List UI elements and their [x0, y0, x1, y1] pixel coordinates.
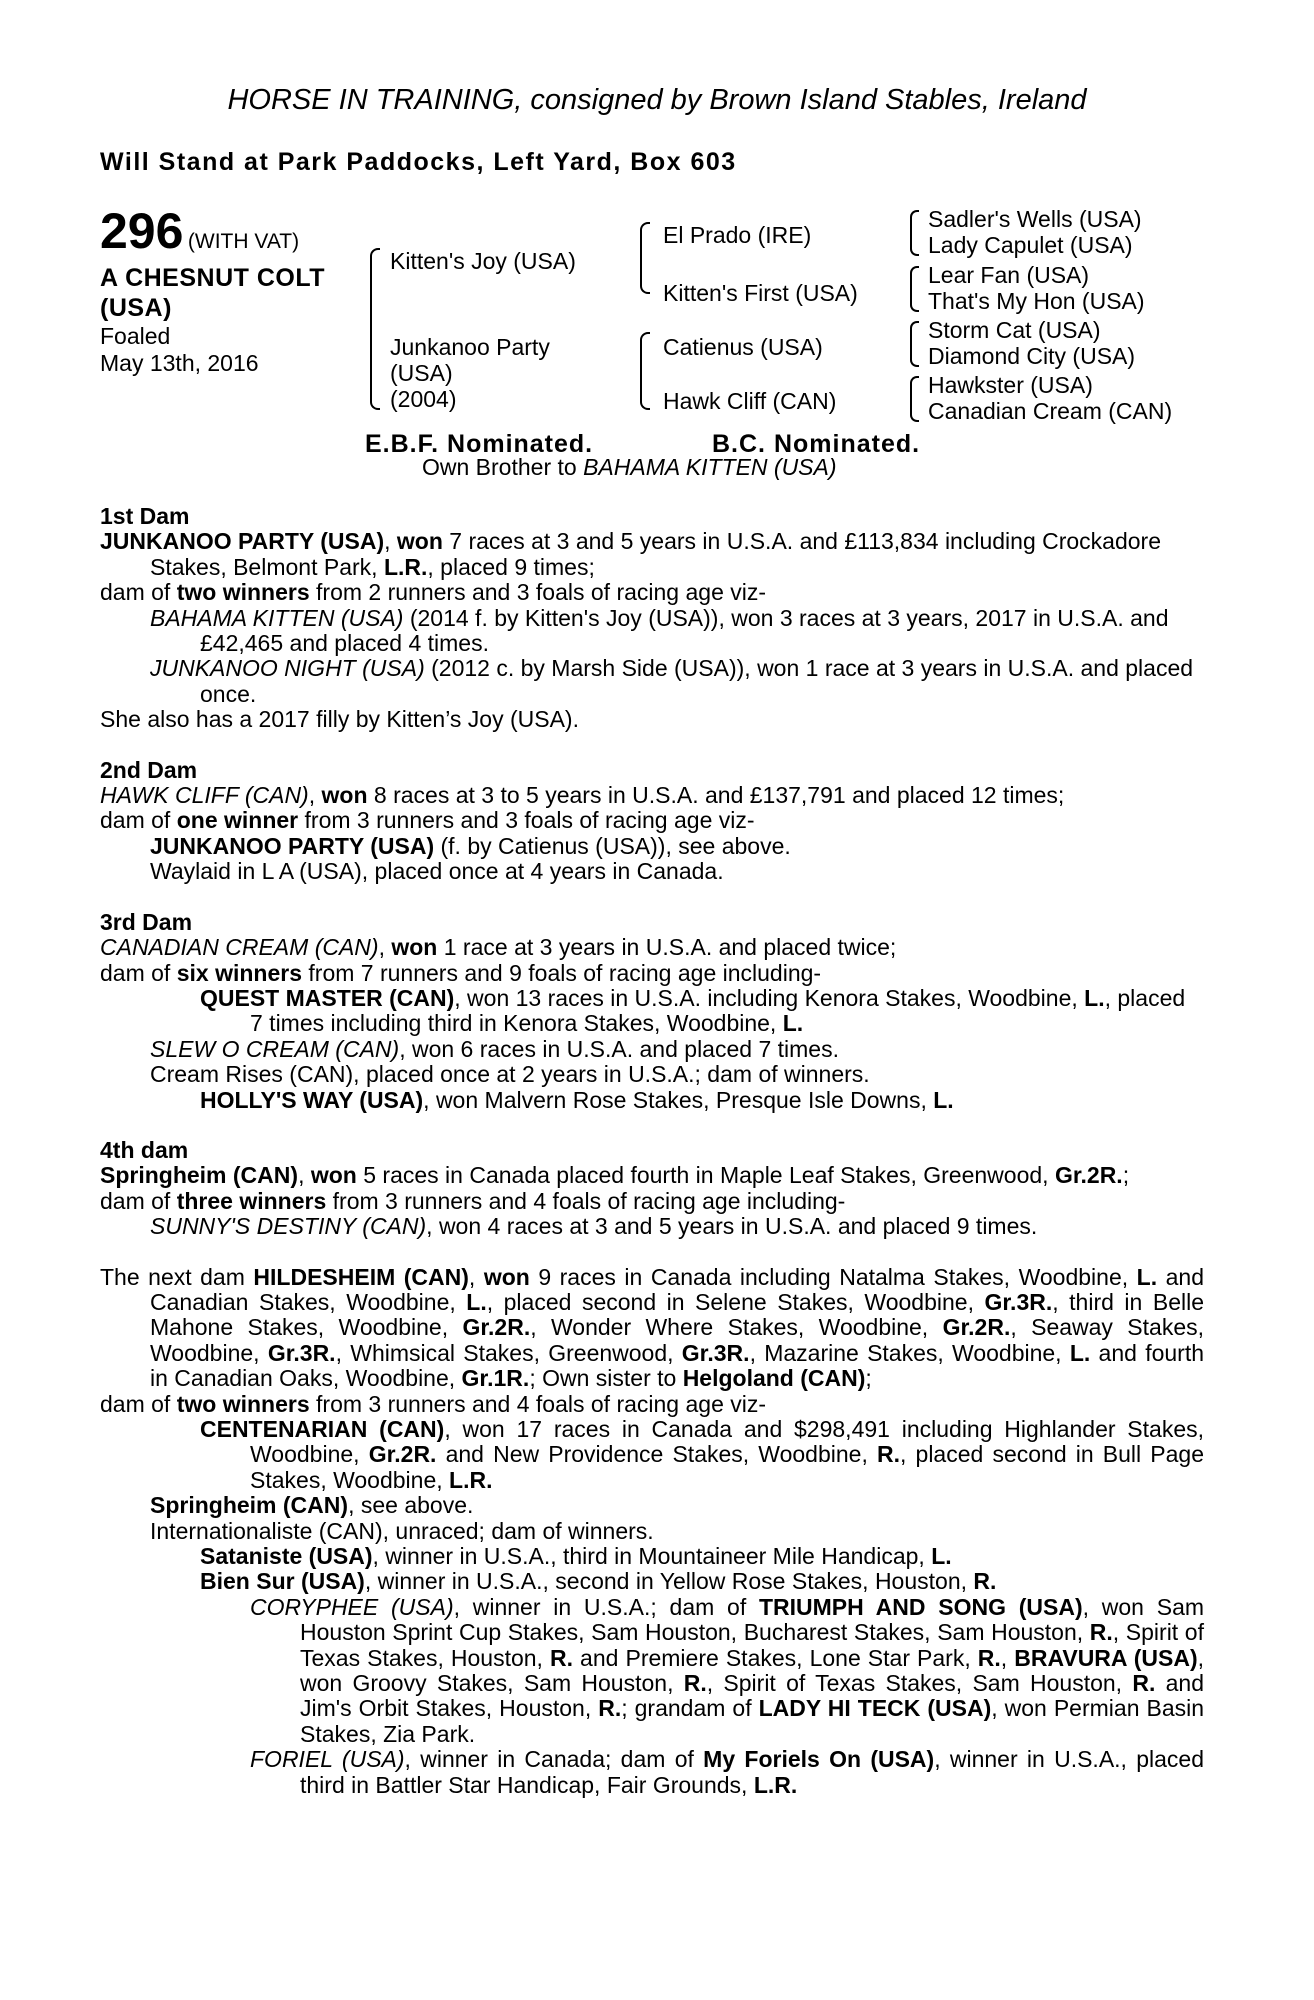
ebf-nomination: E.B.F. Nominated. [365, 430, 594, 458]
lot-vat: (WITH VAT) [187, 230, 300, 253]
pedigree-sire-dam: Kitten's First (USA) [663, 280, 858, 306]
pedigree-dsd: Diamond City (USA) [928, 343, 1136, 369]
horse-name: Bien Sur (USA) [200, 1568, 365, 1595]
record-text: , placed second in Selene Stakes, Woodbine, [486, 1288, 985, 1315]
race-grade: R. [683, 1670, 707, 1697]
record-text: , [1000, 1644, 1015, 1671]
race-grade: L. [1136, 1263, 1158, 1290]
pedigree-dss: Storm Cat (USA) [928, 317, 1101, 343]
race-grade: L. [933, 1086, 954, 1113]
record-text: , won Groovy Stakes, Sam Houston, [300, 1644, 1204, 1697]
pedigree-sire: Kitten's Joy (USA) [390, 248, 576, 274]
horse-name: HILDESHEIM (CAN) [253, 1263, 469, 1290]
dam2-heading: 2nd Dam [100, 756, 198, 783]
record-text: , Whimsical Stakes, Greenwood, [335, 1339, 682, 1366]
won-label: won [396, 528, 443, 555]
record-text: , winner in Canada; dam of [404, 1746, 704, 1773]
record-text: , Mazarine Stakes, Woodbine, [749, 1339, 1070, 1366]
horse-name: LADY HI TECK (USA) [758, 1695, 992, 1722]
grandprogeny-coryphee [100, 1595, 1204, 1747]
won-label: won [391, 934, 438, 961]
record-text: dam of [100, 1187, 177, 1214]
foaled-value: May 13th, 2016 [100, 350, 259, 376]
nextdam-record: The next dam HILDESHEIM (CAN), won 9 races in Canada including Natalma Stakes, Woodbine, L. and Canadian Stakes, Woodbine, L., placed second in Selene Stakes, Woodbine, Gr.3R., third in Belle Mahone Stakes, Woodbine, Gr.2R., Wonder Where Stakes, Woodbine, Gr.2R., Seaway Stakes, Woodbine, Gr.3R., Whimsical Stakes, Greenwood, Gr.3R., Mazarine Stakes, Woodbine, L. and fourth in Canadian Oaks, Woodbine, Gr.1R.; Own sister to Helgoland (CAN); [100, 1263, 1205, 1392]
record-text: dam of [100, 959, 177, 986]
dam4-produce-summary [100, 1189, 1204, 1214]
pedigree-dam-line: (2004) [390, 386, 457, 412]
dam1-progeny-2 [100, 656, 1204, 707]
dam1-also: She also has a 2017 filly by Kitten’s Joy (USA). [100, 706, 579, 733]
race-grade: R. [598, 1695, 622, 1722]
record-text: ; Own sister to [529, 1365, 683, 1392]
nextdam-produce-summary [100, 1392, 1204, 1417]
lot-desc-line: (USA) [100, 294, 172, 322]
dam2-progeny-1 [100, 834, 1204, 859]
winners-count: six winners [176, 959, 302, 986]
lot-number: 296 [100, 203, 184, 259]
pedigree-brace-g1 [910, 210, 919, 256]
race-grade: Gr.3R. [681, 1339, 750, 1366]
winners-count: two winners [176, 1390, 310, 1417]
horse-name: CORYPHEE (USA) [250, 1593, 454, 1620]
dam3-progeny-3: Cream Rises (CAN), placed once at 2 years in U.S.A.; dam of winners. [150, 1061, 870, 1088]
horse-name: Helgoland (CAN) [682, 1365, 866, 1392]
race-grade: Gr.2R. [462, 1314, 531, 1341]
record-text: 8 races at 3 to 5 years in U.S.A. and £137,791 and placed 12 times; [367, 782, 1065, 809]
record-text: , won Malvern Rose Stakes, Presque Isle Downs, [423, 1086, 934, 1113]
record-text: , won 4 races at 3 and 5 years in U.S.A. and placed 9 times. [426, 1213, 1038, 1240]
dam4-heading: 4th dam [100, 1136, 189, 1163]
horse-name: FORIEL (USA) [250, 1746, 405, 1773]
pedigree-sire-sire: El Prado (IRE) [663, 222, 812, 248]
grandprogeny-foriel [100, 1747, 1204, 1798]
pedigree-dam-line: Junkanoo Party [390, 334, 550, 360]
dam2-progeny-2: Waylaid in L A (USA), placed once at 4 years in Canada. [150, 858, 724, 885]
won-label: won [310, 1162, 357, 1189]
horse-name: SUNNY'S DESTINY (CAN) [150, 1213, 427, 1240]
record-text: 7 races at 3 and 5 years in U.S.A. and £113,834 including Crockadore Stakes, Belmont Park, [150, 528, 1162, 580]
lot-description [100, 263, 360, 323]
stand-location: Will Stand at Park Paddocks, Left Yard, Box 603 [100, 148, 737, 176]
dam2-produce-summary [100, 808, 1204, 833]
record-text: , won Sam Houston Sprint Cup Stakes, Sam Houston, Bucharest Stakes, Sam Houston, [300, 1593, 1205, 1646]
horse-name: Springheim (CAN) [150, 1492, 349, 1519]
own-brother-note [422, 454, 837, 481]
race-grade: R. [877, 1441, 900, 1468]
spacer [100, 1240, 1204, 1265]
record-text: 5 races in Canada placed fourth in Maple Leaf Stakes, Greenwood, [356, 1162, 1055, 1189]
horse-name: JUNKANOO NIGHT (USA) [150, 655, 425, 682]
record-text: from 3 runners and 4 foals of racing age including- [326, 1187, 846, 1214]
record-text: ; grandam of [621, 1695, 759, 1722]
pedigree-brace-g4 [910, 376, 919, 422]
race-grade: R. [1132, 1670, 1156, 1697]
dam2-record: HAWK CLIFF (CAN), won 8 races at 3 to 5 years in U.S.A. and £137,791 and placed 12 times; [100, 782, 1065, 809]
record-text: , placed 9 times; [427, 553, 595, 580]
winners-count: one winner [176, 807, 299, 834]
record-text: , winner in U.S.A., third in Mountaineer Mile Handicap, [372, 1543, 932, 1570]
pedigree-dds: Hawkster (USA) [928, 372, 1093, 398]
record-text: dam of [100, 579, 177, 606]
bc-nomination: B.C. Nominated. [712, 430, 921, 458]
pedigree-brace-main [370, 248, 380, 410]
record-text: from 3 runners and 3 foals of racing age viz- [298, 807, 755, 834]
record-text: dam of [100, 807, 177, 834]
horse-name: HOLLY'S WAY (USA) [200, 1086, 424, 1113]
record-text: from 7 runners and 9 foals of racing age including- [302, 959, 822, 986]
record-text: , see above. [348, 1492, 474, 1519]
horse-name: CENTENARIAN (CAN) [200, 1416, 445, 1442]
spacer [100, 885, 1204, 910]
record-text: and New Providence Stakes, Woodbine, [436, 1441, 877, 1468]
pedigree-ddd: Canadian Cream (CAN) [928, 398, 1173, 424]
record-text: and fourth in Canadian Oaks, Woodbine, [150, 1339, 1205, 1392]
winners-count: three winners [176, 1187, 327, 1214]
horse-name: My Foriels On (USA) [703, 1746, 935, 1773]
record-text: (2012 c. by Marsh Side (USA)), won 1 race at 3 years in U.S.A. and placed once. [200, 655, 1194, 707]
grandprogeny-sataniste [100, 1544, 1204, 1569]
dam1-heading: 1st Dam [100, 503, 190, 529]
record-text: 9 races in Canada including Natalma Stakes, Woodbine, [529, 1263, 1137, 1290]
dam3-progeny-4 [100, 1088, 1204, 1113]
race-grade: R. [977, 1644, 1001, 1671]
pedigree-ssd: Lady Capulet (USA) [928, 232, 1133, 258]
horse-name: BRAVURA (USA) [1014, 1644, 1198, 1671]
race-grade: L.R. [753, 1771, 798, 1798]
record-text: , Wonder Where Stakes, Woodbine, [530, 1314, 943, 1341]
own-name: BAHAMA KITTEN (USA) [583, 454, 837, 480]
lot-info [100, 205, 360, 377]
dam1-produce-summary [100, 580, 1204, 605]
record-text: (f. by Catienus (USA)), see above. [434, 832, 791, 859]
horse-name: QUEST MASTER (CAN) [200, 984, 455, 1011]
dam3-progeny-2 [100, 1037, 1204, 1062]
foaled-label: Foaled [100, 323, 171, 349]
horse-name: JUNKANOO PARTY (USA) [100, 528, 385, 555]
race-grade: R. [1089, 1619, 1113, 1646]
horse-name: Springheim (CAN) [100, 1162, 299, 1189]
record-text: , won Permian Basin Stakes, Zia Park. [300, 1695, 1205, 1747]
horse-name: Sataniste (USA) [200, 1543, 373, 1570]
record-text: , winner in U.S.A.; dam of [453, 1593, 759, 1620]
race-grade: L. [1084, 984, 1105, 1011]
foaled-date [100, 323, 360, 377]
race-grade: L. [1069, 1339, 1091, 1366]
pedigree-sds: Lear Fan (USA) [928, 262, 1090, 288]
record-text: , Spirit of Texas Stakes, Houston, [300, 1619, 1204, 1671]
record-text: , winner in U.S.A., placed third in Battler Star Handicap, Fair Grounds, [300, 1746, 1204, 1798]
race-grade: Gr.1R. [461, 1365, 530, 1392]
lot-desc-line: A CHESNUT COLT [100, 264, 326, 292]
race-grade: Gr.2R. [368, 1441, 437, 1468]
pedigree-brace-g3 [910, 321, 919, 367]
race-grade: L. [782, 1010, 804, 1037]
record-text: ; [1122, 1162, 1130, 1189]
grandprogeny-bien-sur [100, 1569, 1204, 1594]
dam3-produce-summary [100, 961, 1204, 986]
record-text: , won 17 races in Canada and $298,491 including Highlander Stakes, Woodbine, [250, 1416, 1205, 1468]
dam3-progeny-1 [100, 986, 1204, 1037]
horse-name: BAHAMA KITTEN (USA) [150, 604, 404, 631]
horse-name: SLEW O CREAM (CAN) [150, 1035, 400, 1062]
own-prefix: Own Brother to [422, 454, 584, 480]
won-label: won [321, 782, 368, 809]
pedigree-dam [390, 334, 550, 412]
race-grade: Gr.3R. [984, 1288, 1053, 1315]
race-grade: L. [931, 1543, 952, 1570]
horse-name: HAWK CLIFF (CAN) [100, 782, 309, 809]
pedigree-dam-sire: Catienus (USA) [663, 334, 823, 360]
race-grade: R. [973, 1568, 997, 1595]
dam1-record: JUNKANOO PARTY (USA), won 7 races at 3 and 5 years in U.S.A. and £113,834 including Crockadore Stakes, Belmont Park, L.R., placed 9 times; [100, 528, 1162, 580]
record-text: from 2 runners and 3 foals of racing age viz- [309, 579, 767, 606]
horse-name: CANADIAN CREAM (CAN) [100, 934, 379, 961]
pedigree-brace-dam [640, 332, 650, 410]
record-text: 1 race at 3 years in U.S.A. and placed twice; [437, 934, 897, 961]
record-text: (2014 f. by Kitten's Joy (USA)), won 3 races at 3 years, 2017 in U.S.A. and £42,465 and placed 4 times. [200, 604, 1169, 657]
record-text: , Seaway Stakes, Woodbine, [150, 1314, 1204, 1366]
race-grade: Gr.2R. [1054, 1162, 1123, 1189]
horse-name: JUNKANOO PARTY (USA) [150, 832, 435, 859]
record-text: and Canadian Stakes, Woodbine, [150, 1263, 1204, 1315]
record-text: , Spirit of Texas Stakes, Sam Houston, [706, 1670, 1133, 1697]
dam1-progeny-1 [100, 606, 1204, 657]
record-text: , won 13 races in U.S.A. including Kenora Stakes, Woodbine, [454, 984, 1085, 1011]
race-grade: L.R. [449, 1466, 493, 1493]
race-grade: L. [466, 1288, 487, 1315]
dam3-record: CANADIAN CREAM (CAN), won 1 race at 3 years in U.S.A. and placed twice; [100, 934, 897, 961]
race-grade: Gr.3R. [267, 1339, 336, 1366]
record-text: and Jim's Orbit Stakes, Houston, [300, 1670, 1205, 1722]
pedigree-sss: Sadler's Wells (USA) [928, 206, 1142, 232]
nextdam-progeny-centenarian [100, 1417, 1204, 1493]
record-text: dam of [100, 1390, 177, 1417]
winners-count: two winners [176, 579, 310, 606]
record-text: , winner in U.S.A., second in Yellow Rose Stakes, Houston, [364, 1568, 974, 1595]
spacer [100, 1113, 1204, 1138]
record-text: ; [865, 1365, 872, 1392]
dam4-record: Springheim (CAN), won 5 races in Canada placed fourth in Maple Leaf Stakes, Greenwood, Gr.2R.; [100, 1162, 1130, 1189]
record-text: , third in Belle Mahone Stakes, Woodbine, [150, 1288, 1204, 1341]
race-grade: R. [550, 1644, 573, 1671]
spacer [100, 733, 1204, 758]
produce-record [100, 504, 1204, 1798]
pedigree-brace-sire [640, 222, 650, 294]
won-label: won [483, 1263, 530, 1290]
horse-name: TRIUMPH AND SONG (USA) [758, 1593, 1083, 1620]
page-title: HORSE IN TRAINING, consigned by Brown Island Stables, Ireland [227, 84, 1087, 116]
nextdam-progeny-springheim [100, 1493, 1204, 1518]
record-text: The next dam [100, 1263, 254, 1290]
nextdam-progeny-internationaliste: Internationaliste (CAN), unraced; dam of winners. [150, 1517, 654, 1544]
pedigree-dam-dam: Hawk Cliff (CAN) [663, 388, 837, 414]
record-text: and Premiere Stakes, Lone Star Park, [573, 1644, 978, 1671]
record-text: , placed 7 times including third in Kenora Stakes, Woodbine, [250, 984, 1186, 1037]
race-grade: L.R. [383, 553, 428, 580]
record-text: from 3 runners and 4 foals of racing age viz- [309, 1390, 767, 1417]
record-text: , won 6 races in U.S.A. and placed 7 times. [399, 1035, 839, 1062]
dam4-progeny-1 [100, 1214, 1204, 1239]
pedigree-sdd: That's My Hon (USA) [928, 288, 1145, 314]
pedigree-brace-g2 [910, 266, 919, 312]
pedigree-dam-line: (USA) [390, 360, 453, 386]
dam3-heading: 3rd Dam [100, 908, 193, 935]
race-grade: Gr.2R. [942, 1314, 1011, 1341]
record-text: , placed second in Bull Page Stakes, Woodbine, [250, 1441, 1204, 1493]
